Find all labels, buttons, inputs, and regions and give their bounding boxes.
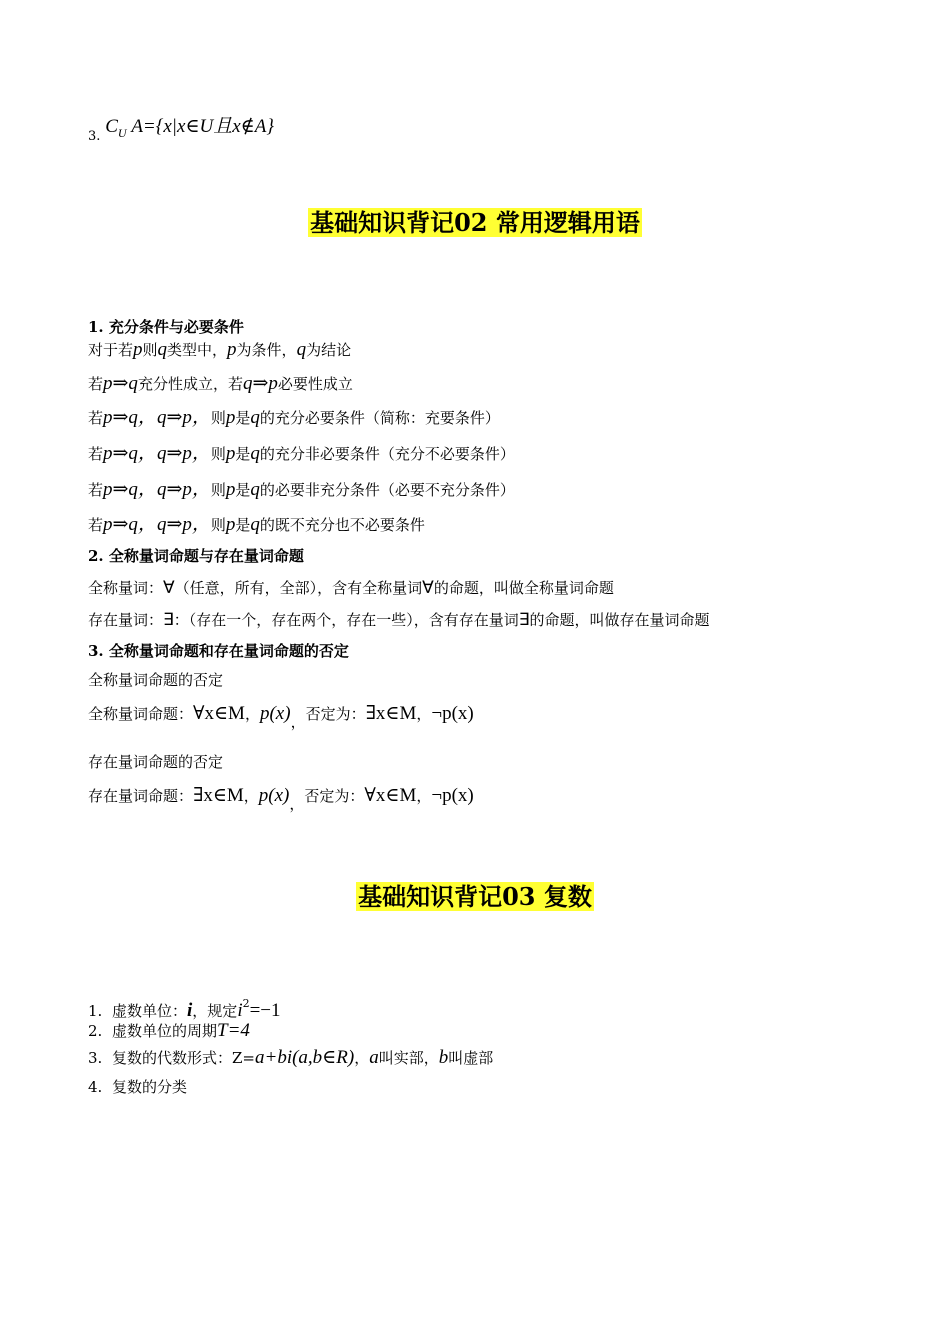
item3-heading: 3. 全称量词命题和存在量词命题的否定	[88, 642, 349, 660]
set-complement-item	[88, 117, 274, 147]
item1-heading: 1. 充分条件与必要条件	[88, 318, 244, 336]
section-03-title-wrap	[0, 880, 950, 914]
universal-quantifier-line: 全称量词：∀（任意，所有，全部），含有全称量词∀的命题，叫做全称量词命题	[88, 578, 614, 598]
item-number: 3.	[88, 129, 101, 144]
section-03-title: 基础知识背记03 复数	[358, 882, 592, 911]
negation-universal-subheading: 全称量词命题的否定	[88, 671, 224, 689]
negation-existential-subheading: 存在量词命题的否定	[88, 753, 224, 771]
item1-line-1: 若p⇒q充分性成立，若q⇒p必要性成立	[88, 373, 353, 394]
section-02-title: 基础知识背记02 常用逻辑用语	[310, 208, 640, 237]
item1-line-0: 对于若p则q类型中，p为条件，q为结论	[88, 339, 352, 360]
negation-existential-line: 存在量词命题：∃x∈M，p(x)，否定为：∀x∈M，¬p(x)	[88, 785, 474, 813]
exists-symbol: ∃	[163, 610, 174, 630]
complex-item-2: 2. 虚数单位的周期T=4	[88, 1020, 250, 1041]
section-02-title-wrap	[0, 206, 950, 240]
item2-heading: 2. 全称量词命题与存在量词命题	[88, 547, 304, 565]
forall-symbol-2: ∀	[422, 578, 434, 598]
negation-universal-line: 全称量词命题：∀x∈M，p(x)，否定为：∃x∈M，¬p(x)	[88, 703, 474, 731]
complex-item-1: 1. 虚数单位：i，规定$i^2=-1$	[88, 997, 281, 1021]
complement-formula: A={x|x∈U且x∉A}	[131, 116, 274, 137]
complement-subscript: U	[117, 126, 127, 140]
item1-line-5: 若p⇒q，q⇒p，则p是q的既不充分也不必要条件	[88, 514, 425, 535]
item1-line-4: 若p⇒q，q⇒p，则p是q的必要非充分条件（必要不充分条件）	[88, 479, 515, 500]
forall-symbol: ∀	[163, 578, 175, 598]
complement-symbol: C	[105, 116, 118, 137]
item1-line-3: 若p⇒q，q⇒p，则p是q的充分非必要条件（充分不必要条件）	[88, 443, 515, 464]
complex-item-3: 3. 复数的代数形式：Z=a+bi(a,b∈R)，a叫实部，b叫虚部	[88, 1047, 494, 1068]
exists-symbol-2: ∃	[518, 610, 530, 630]
item1-line-2: 若p⇒q，q⇒p，则p是q的充分必要条件（简称：充要条件）	[88, 407, 500, 428]
existential-quantifier-line: 存在量词：∃：（存在一个，存在两个，存在一些），含有存在量词∃的命题，叫做存在量词命题	[88, 610, 710, 630]
complex-item-4: 4. 复数的分类	[88, 1078, 188, 1096]
